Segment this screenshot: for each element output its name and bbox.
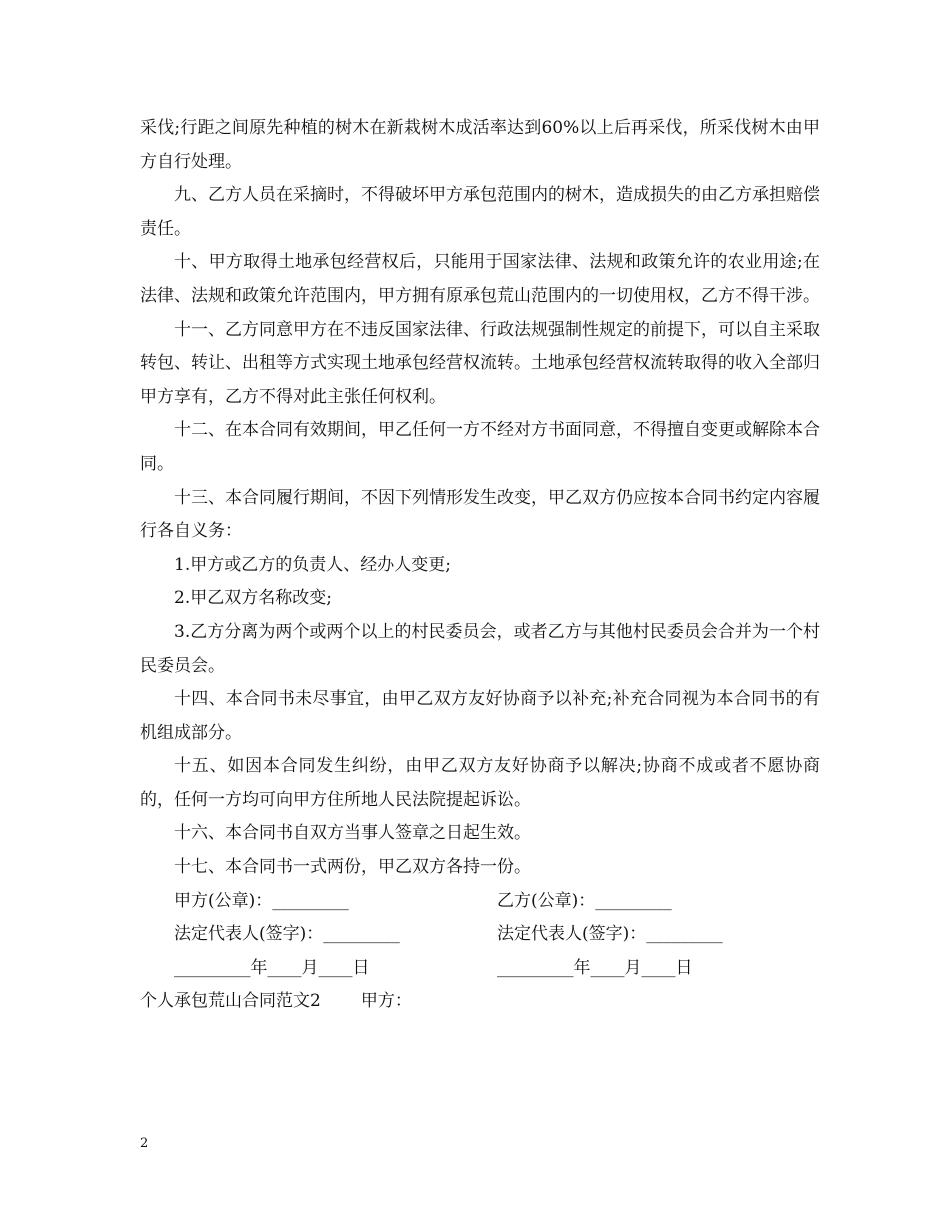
next-section-heading: [140, 985, 820, 1019]
document-body: [140, 112, 820, 1019]
signature-date-row: [140, 952, 820, 986]
party-b-seal-field: 乙方(公章)：_________: [497, 890, 672, 911]
clause-10: 十、甲方取得土地承包经营权后，只能用于国家法律、法规和政策允许的农业用途;在法律、法规和政策允许范围内，甲方拥有原承包荒山范围内的一切使用权，乙方不得干涉。: [140, 252, 820, 306]
party-a-seal-field: 甲方(公章)：_________: [174, 890, 349, 911]
signature-seal-row: [140, 885, 820, 919]
page-number: 2: [140, 1136, 149, 1151]
clause-11: 十一、乙方同意甲方在不违反国家法律、行政法规强制性规定的前提下，可以自主采取转包、转让、出租等方式实现土地承包经营权流转。土地承包经营权流转取得的收入全部归甲方享有，乙方不得对此主张任何权利。: [140, 319, 820, 407]
party-b-date-field: _________年____月____日: [497, 957, 693, 978]
clause-16: 十六、本合同书自双方当事人签章之日起生效。: [174, 823, 531, 844]
clause-17: 十七、本合同书一式两份，甲乙双方各持一份。: [174, 857, 531, 878]
clause-12: 十二、在本合同有效期间，甲乙任何一方不经对方书面同意，不得擅自变更或解除本合同。: [140, 420, 820, 474]
next-section-title: 个人承包荒山合同范文2: [140, 991, 321, 1012]
clause-14: 十四、本合同书未尽事宜，由甲乙双方友好协商予以补充;补充合同视为本合同书的有机组成部分。: [140, 689, 820, 743]
signature-representative-row: [140, 918, 820, 952]
next-section-party-a: 甲方：: [360, 991, 412, 1012]
clause-13-item-1: 1.甲方或乙方的负责人、经办人变更;: [174, 554, 451, 575]
party-a-date-field: _________年____月____日: [174, 957, 370, 978]
clause-15: 十五、如因本合同发生纠纷，由甲乙双方友好协商予以解决;协商不成或者不愿协商的，任何一方均可向甲方住所地人民法院提起诉讼。: [140, 756, 820, 810]
clause-13-item-3: 3.乙方分离为两个或两个以上的村民委员会，或者乙方与其他村民委员会合并为一个村民委员会。: [140, 621, 820, 676]
paragraph-continuation: 采伐;行距之间原先种植的树木在新栽树木成活率达到60%以上后再采伐，所采伐树木由甲方自行处理。: [140, 118, 820, 172]
clause-13-item-2: 2.甲乙双方名称改变;: [174, 588, 332, 609]
clause-9: 九、乙方人员在采摘时，不得破坏甲方承包范围内的树木，造成损失的由乙方承担赔偿责任。: [140, 185, 820, 239]
clause-13: 十三、本合同履行期间，不因下列情形发生改变，甲乙双方仍应按本合同书约定内容履行各自义务：: [140, 487, 820, 542]
party-b-representative-field: 法定代表人(签字)：_________: [497, 924, 723, 945]
party-a-representative-field: 法定代表人(签字)：_________: [174, 924, 400, 945]
